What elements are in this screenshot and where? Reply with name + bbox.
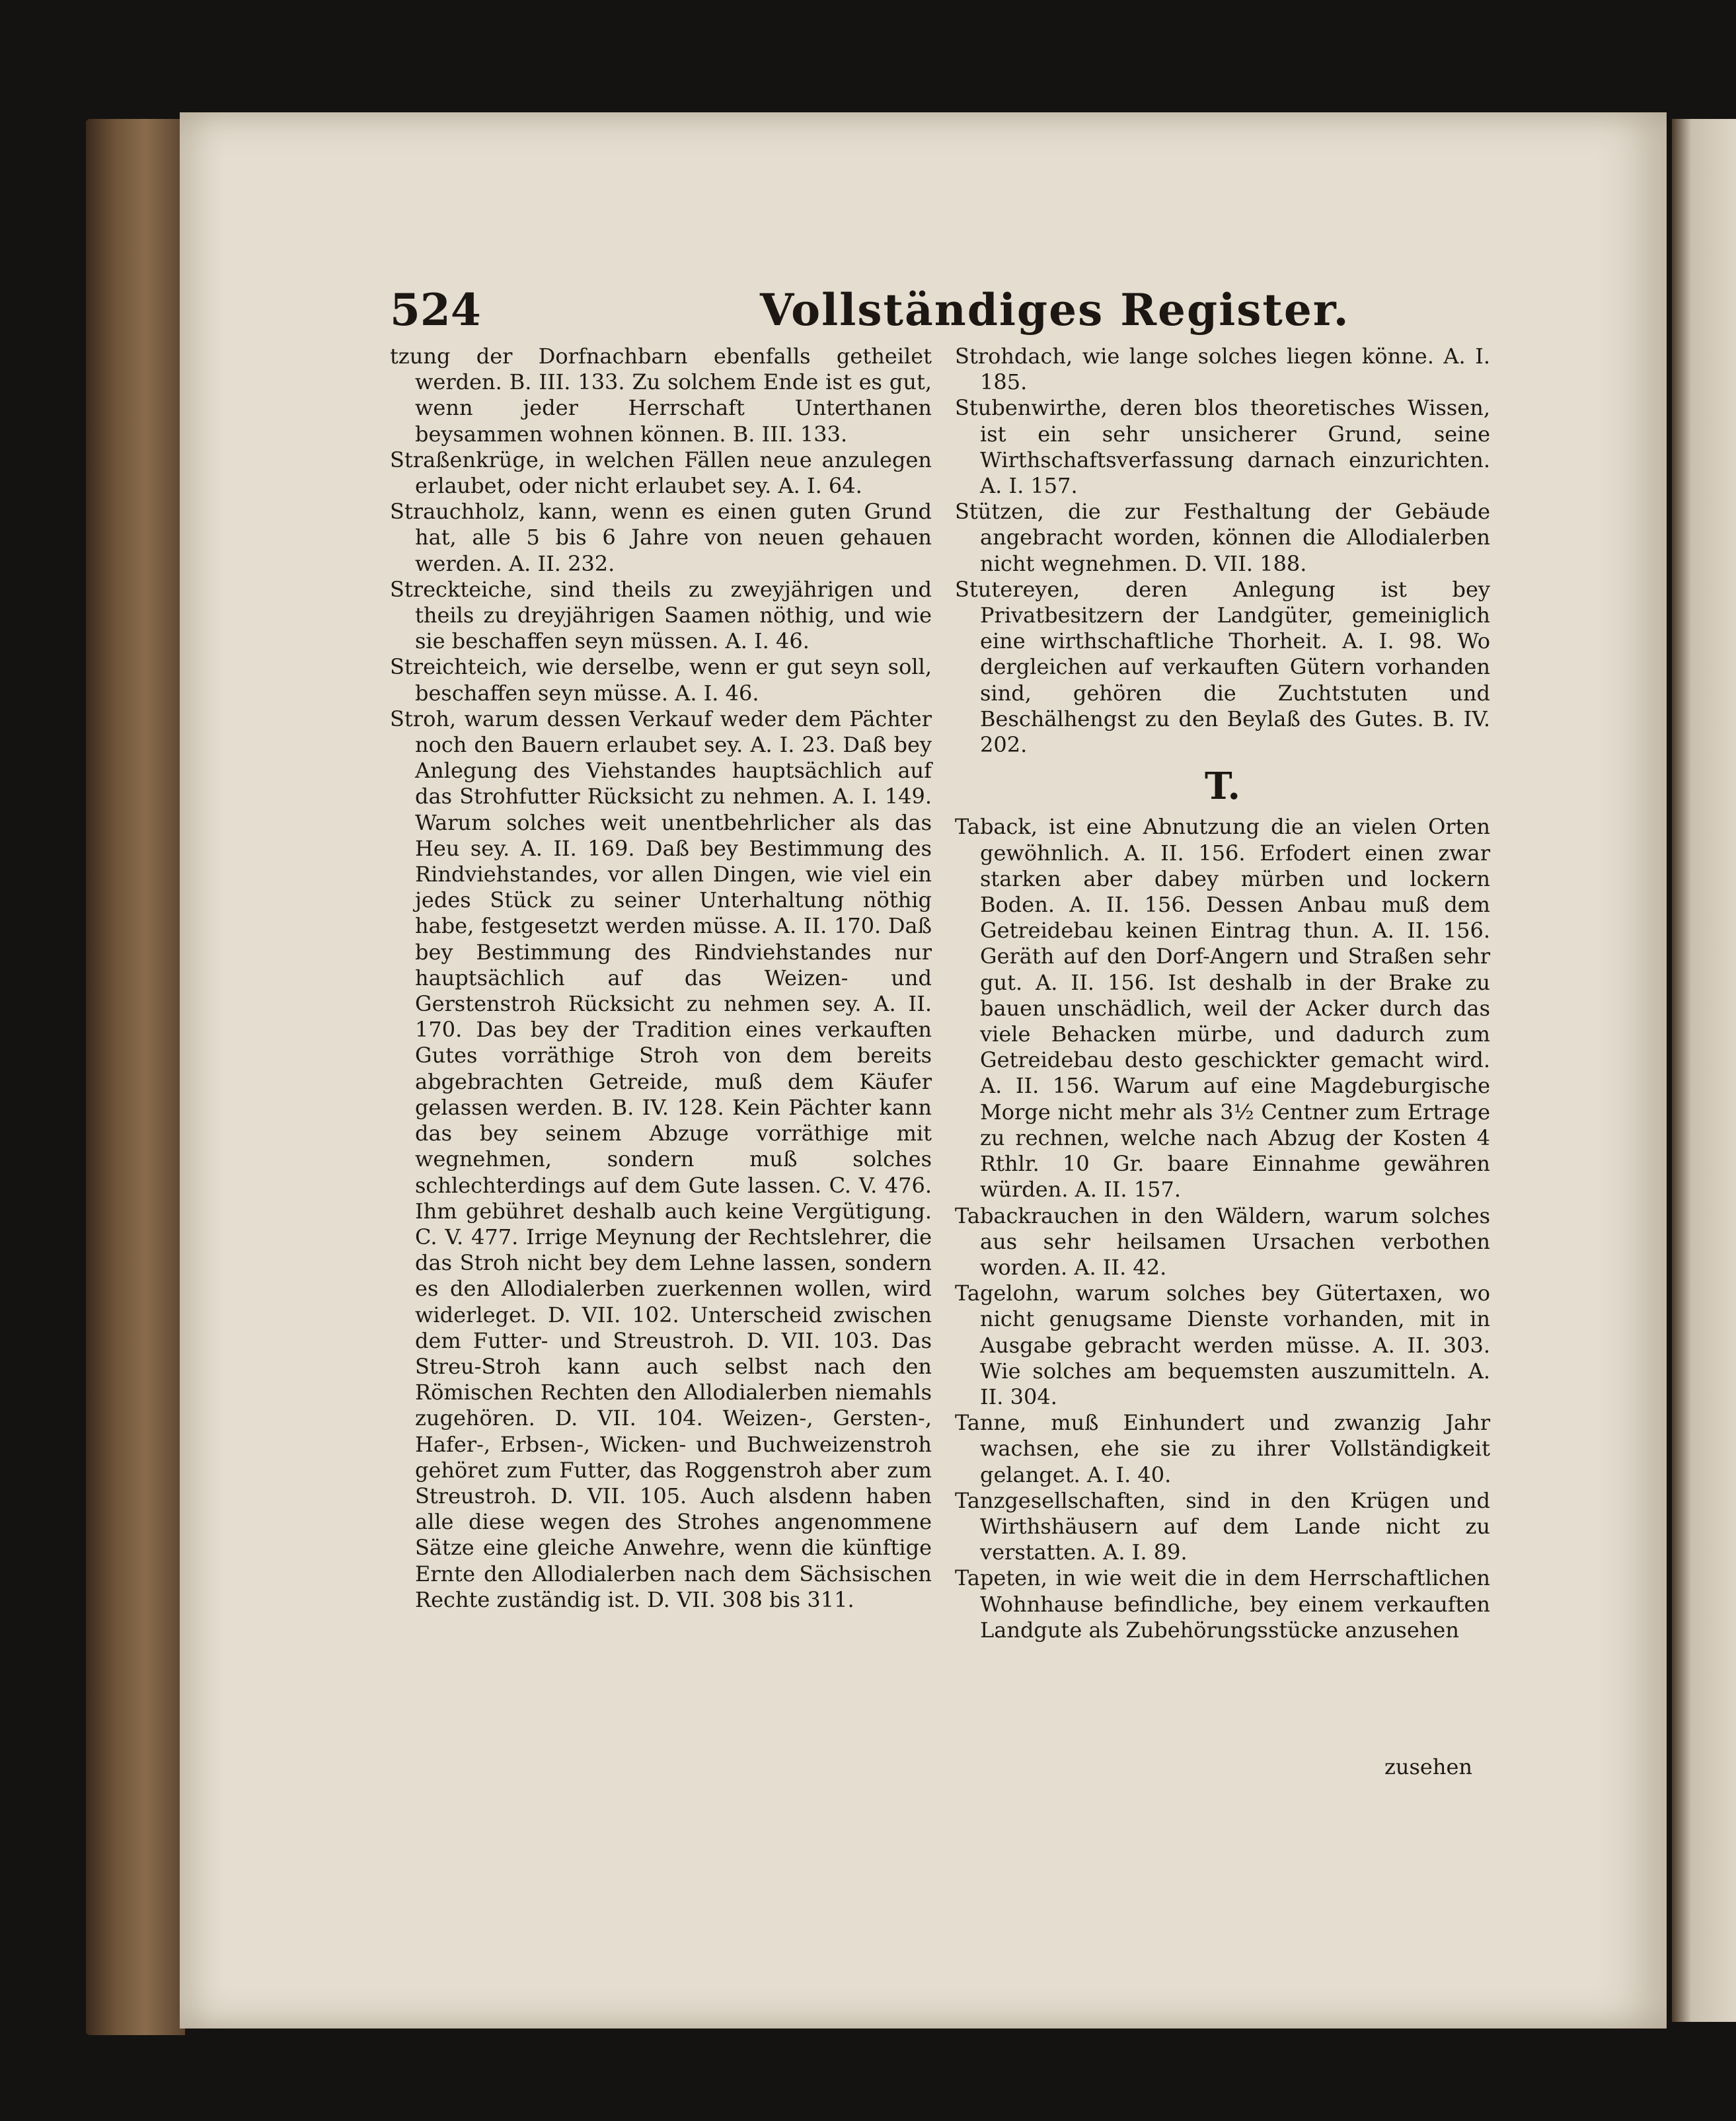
index-entry: Tanne, muß Einhundert und zwanzig Jahr wachsen, ehe sie zu ihrer Vollständigkeit gelanget. A. I. 40. — [955, 1410, 1490, 1487]
index-entry: Stützen, die zur Festhaltung der Gebäude angebracht worden, können die Allodialerben nicht wegnehmen. D. VII. 188. — [955, 499, 1490, 576]
right-column — [955, 344, 1490, 1643]
index-entry: Strauchholz, kann, wenn es einen guten Grund hat, alle 5 bis 6 Jahre von neuen gehauen werden. A. II. 232. — [390, 499, 932, 576]
index-entry: Tanzgesellschaften, sind in den Krügen und Wirthshäusern auf dem Lande nicht zu verstatten. A. I. 89. — [955, 1487, 1490, 1565]
index-entry: Straßenkrüge, in welchen Fällen neue anzulegen erlaubet, oder nicht erlaubet sey. A. I. 64. — [390, 447, 932, 499]
index-entry: Stutereyen, deren Anlegung ist bey Privatbesitzern der Landgüter, gemeiniglich eine wirthschaftliche Thorheit. A. I. 98. Wo dergleichen auf verkauften Gütern vorhanden sind, gehören die Zuchtstuten und Beschälhengst zu den Beylaß des Gutes. B. IV. 202. — [955, 576, 1490, 758]
index-entry: Taback, ist eine Abnutzung die an vielen Orten gewöhnlich. A. II. 156. Erfodert einen zwar starken aber dabey mürben und lockern Boden. A. II. 156. Dessen Anbau muß dem Getreidebau keinen Eintrag thun. A. II. 156. Geräth auf den Dorf-Angern und Straßen sehr gut. A. II. 156. Ist deshalb in der Brake zu bauen unschädlich, weil der Acker durch das viele Behacken mürbe, und dadurch zum Getreidebau desto geschickter gemacht wird. A. II. 156. Warum auf eine Magdeburgische Morge nicht mehr als 3½ Centner zum Ertrage zu rechnen, welche nach Abzug der Kosten 4 Rthlr. 10 Gr. baare Einnahme gewähren würden. A. II. 157. — [955, 814, 1490, 1203]
index-entry: Streckteiche, sind theils zu zweyjährigen und theils zu dreyjährigen Saamen nöthig, und wie sie beschaffen seyn müssen. A. I. 46. — [390, 576, 932, 654]
index-entry: tzung der Dorfnachbarn ebenfalls getheilet werden. B. III. 133. Zu solchem Ende ist es gut, wenn jeder Herrschaft Unterthanen beysammen wohnen können. B. III. 133. — [390, 344, 932, 447]
index-entry: Tapeten, in wie weit die in dem Herrschaftlichen Wohnhause befindliche, bey einem verkauften Landgute als Zubehörungsstücke anzusehen — [955, 1565, 1490, 1643]
index-entry: Streichteich, wie derselbe, wenn er gut seyn soll, beschaffen seyn müsse. A. I. 46. — [390, 654, 932, 706]
section-letter-heading: T. — [1205, 764, 1240, 809]
facing-page-edge — [1672, 119, 1736, 2022]
index-entry: Tagelohn, warum solches bey Gütertaxen, wo nicht genugsame Dienste vorhanden, mit in Ausgabe gebracht werden müsse. A. II. 303. Wie solches am bequemsten auszumitteln. A. II. 304. — [955, 1281, 1490, 1409]
index-entry: Tabackrauchen in den Wäldern, warum solches aus sehr heilsamen Ursachen verbothen worden. A. II. 42. — [955, 1203, 1490, 1280]
book-edge — [86, 119, 185, 2035]
left-column — [390, 344, 932, 1613]
index-entry: Stubenwirthe, deren blos theoretisches Wissen, ist ein sehr unsicherer Grund, seine Wirthschaftsverfassung darnach einzurichten. A. I. 157. — [955, 395, 1490, 499]
index-entry: Strohdach, wie lange solches liegen könne. A. I. 185. — [955, 344, 1490, 395]
index-entry: Stroh, warum dessen Verkauf weder dem Pächter noch den Bauern erlaubet sey. A. I. 23. Daß bey Anlegung des Viehstandes hauptsächlich auf das Strohfutter Rücksicht zu nehmen. A. I. 149. Warum solches weit unentbehrlicher als das Heu sey. A. II. 169. Daß bey Bestimmung des Rindviehstandes, vor allen Dingen, wie viel ein jedes Stück zu seiner Unterhaltung nöthig habe, festgesetzt werden müsse. A. II. 170. Daß bey Bestimmung des Rindviehstandes nur hauptsächlich auf das Weizen- und Gerstenstroh Rücksicht zu nehmen sey. A. II. 170. Das bey der Tradition eines verkauften Gutes vorräthige Stroh von dem bereits abgebrachten Getreide, muß dem Käufer gelassen werden. B. IV. 128. Kein Pächter kann das bey seinem Abzuge vorräthige mit wegnehmen, sondern muß solches schlechterdings auf dem Gute lassen. C. V. 476. Ihm gebühret deshalb auch keine Vergütigung. C. V. 477. Irrige Meynung der Rechtslehrer, die das Stroh nicht bey dem Lehne lassen, sondern es den Allodialerben zuerkennen wollen, wird widerleget. D. VII. 102. Unterscheid zwischen dem Futter- und Streustroh. D. VII. 103. Das Streu-Stroh kann auch selbst nach den Römischen Rechten den Allodialerben niemahls zugehören. D. VII. 104. Weizen-, Gersten-, Hafer-, Erbsen-, Wicken- und Buchweizenstroh gehöret zum Futter, das Roggenstroh aber zum Streustroh. D. VII. 105. Auch alsdenn haben alle diese wegen des Strohes angenommene Sätze eine gleiche Anwehre, wenn die künftige Ernte den Allodialerben nach dem Sächsischen Rechte zuständig ist. D. VII. 308 bis 311. — [390, 706, 932, 1612]
running-title: Vollständiges Register. — [760, 284, 1350, 336]
catchword: zusehen — [1384, 1754, 1472, 1779]
page-number: 524 — [390, 284, 481, 336]
